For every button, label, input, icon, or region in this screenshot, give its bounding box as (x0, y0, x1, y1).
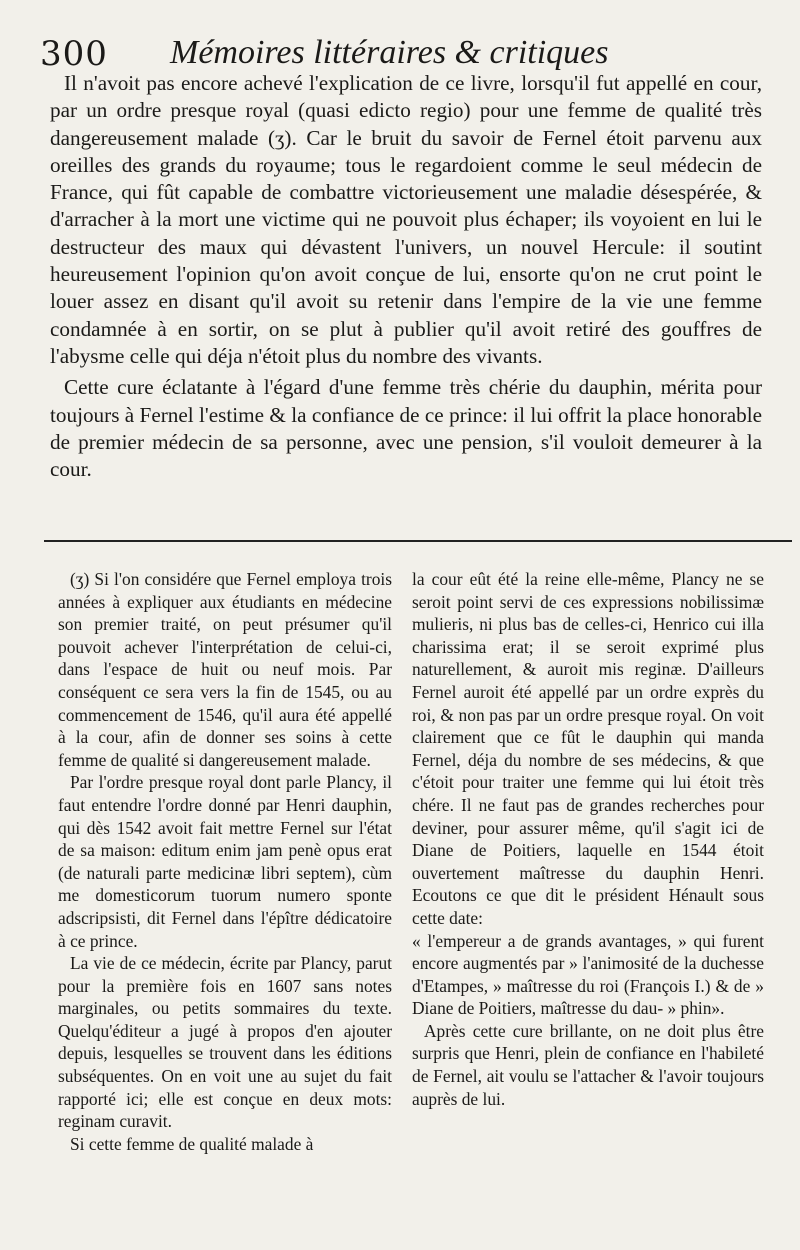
main-text (50, 70, 762, 483)
footnote-paragraph: (ʒ) Si l'on considére que Fernel employa trois années à expliquer aux étudiants en médecine son premier traité, on peut présumer qu'il pouvoit achever l'interprétation de celui-ci, dans l'espace de huit ou neuf mois. Par conséquent ce sera vers la fin de 1545, ou au commencement de 1546, qu'il aura été appellé à la cour, afin de donner ses soins à cette femme de qualité si dangereusement malade. (58, 569, 392, 770)
footnote-right-column (412, 568, 764, 1228)
footnote-quote: « l'empereur a de grands avantages, » qui furent encore augmentés par » l'animosité de la duchesse d'Etampes, » maîtresse du roi (François I.) & de » Diane de Poitiers, maîtresse du dau- » phin». (412, 930, 764, 1019)
footnote-paragraph: la cour eût été la reine elle-même, Plancy ne se seroit point servi de ces expressions nobilissimæ mulieris, ni plus bas de celles-ci, Henrico cui illa charissima erat; il se seroit exprimé plus naturellement, & auroit mis reginæ. D'ailleurs Fernel auroit été appellé par un ordre exprès du roi, & non pas par un ordre presque royal. On voit clairement que ce fût le dauphin qui manda Fernel, déja du nombre de ses médecins, & que c'étoit pour traiter une femme qui lui étoit très chére. Il ne faut pas de grandes recherches pour deviner, pour assurer même, qu'il s'agit ici de Diane de Poitiers, laquelle en 1544 étoit ouvertement maîtresse du dauphin Henri. Ecoutons ce que dit le président Hénault sous cette date: (412, 569, 764, 928)
footnote-paragraph: Après cette cure brillante, on ne doit plus être surpris que Henri, plein de confiance en l'habileté de Fernel, ait voulu se l'attacher & l'avoir toujours auprès de lui. (412, 1020, 764, 1109)
main-paragraph: Il n'avoit pas encore achevé l'explication de ce livre, lorsqu'il fut appellé en cour, par un ordre presque royal (quasi edicto regio) pour une femme de qualité très dangereusement malade (ʒ). Car le bruit du savoir de Fernel étoit parvenu aux oreilles des grands du royaume; tous le regardoient comme le seul médecin de France, qui fût capable de combattre victorieusement une maladie désespérée, & d'arracher à la mort une victime qui ne pouvoit plus échaper; ils voyoient en lui le destructeur des maux qui dévastent l'univers, un nouvel Hercule: il soutint heureusement l'opinion qu'on avoit conçue de lui, ensorte qu'on ne crut point le louer assez en disant qu'il avoit su retenir dans l'empire de la vie une femme condamnée à en sortir, on se plut à publier qu'il avoit retiré des gouffres de l'abysme celle qui déja n'étoit plus du nombre des vivants. (50, 71, 762, 368)
footnote-paragraph: Par l'ordre presque royal dont parle Plancy, il faut entendre l'ordre donné par Henri dauphin, qui dès 1542 avoit fait mettre Fernel sur l'état de sa maison: editum enim jam penè opus erat (de naturali parte medicinæ libri septem), cùm me domesticorum tuorum numero sponte adscripsisti, dit Fernel dans l'épître dédicatoire à ce prince. (58, 772, 392, 951)
footnote-paragraph: La vie de ce médecin, écrite par Plancy, parut pour la première fois en 1607 sans notes marginales, ou petits sommaires du texte. Quelqu'éditeur a jugé à propos d'en ajouter depuis, lesquelles se trouvent dans les éditions subséquentes. On en voit une au sujet du fait rapporté ici; elle est conçue en deux mots: reginam curavit. (58, 953, 392, 1132)
running-title: Mémoires littéraires & critiques (170, 34, 609, 71)
footnote-paragraph: Si cette femme de qualité malade à (70, 1133, 314, 1154)
footnote-left-column (58, 568, 392, 1228)
main-paragraph: Cette cure éclatante à l'égard d'une femme très chérie du dauphin, mérita pour toujours à Fernel l'estime & la confiance de ce prince: il lui offrit la place honorable de premier médecin de sa personne, avec une pension, s'il vouloit demeurer à la cour. (50, 375, 762, 482)
page-number: 300 (40, 34, 108, 74)
footnote-separator-rule (44, 540, 792, 542)
